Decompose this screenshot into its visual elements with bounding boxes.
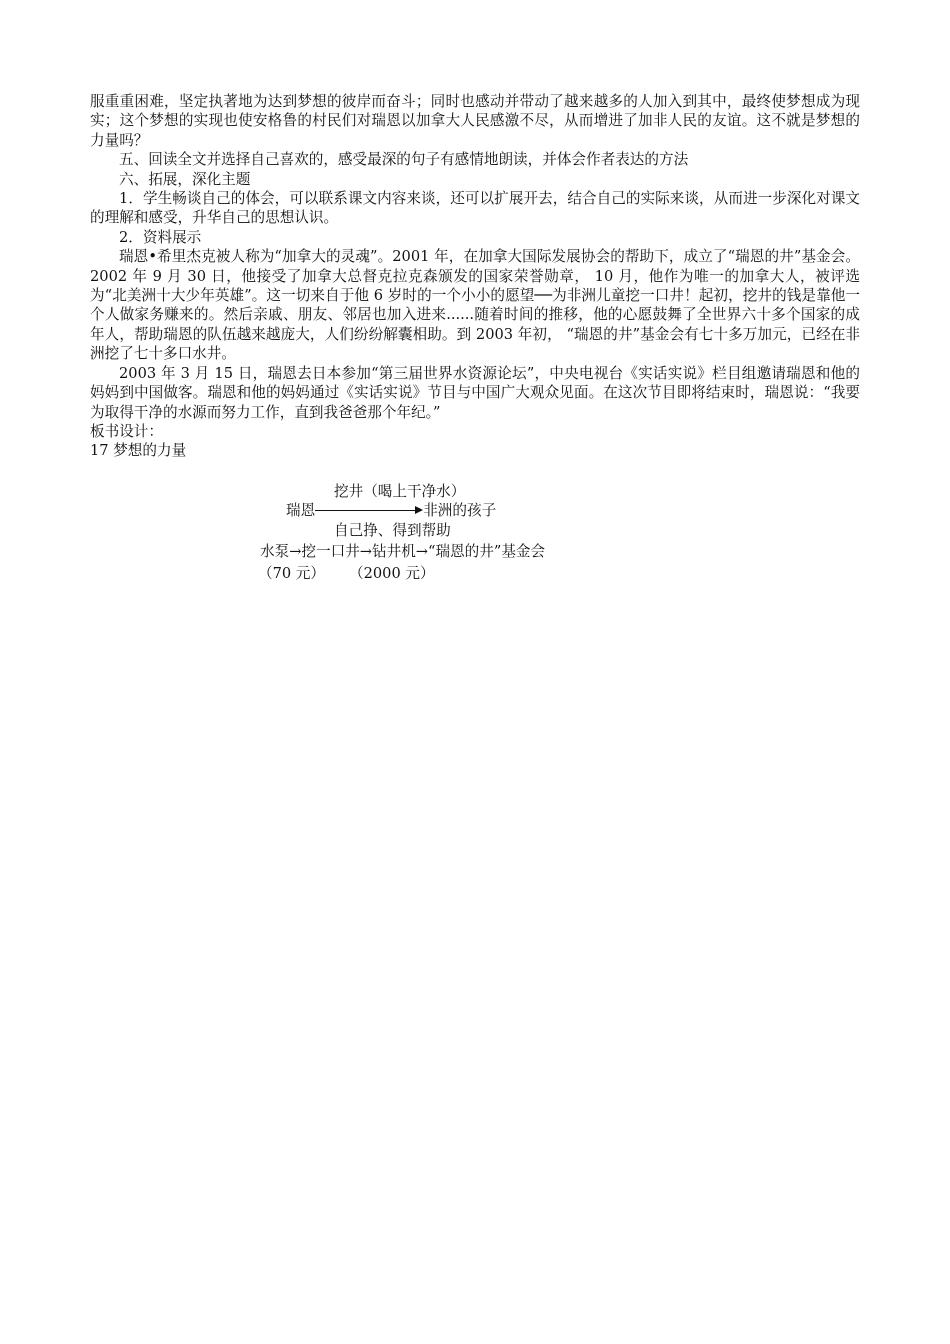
board-bottom-label: 自己挣、得到帮助 <box>334 522 451 539</box>
section-five-heading: 五、回读全文并选择自己喜欢的，感受最深的句子有感情地朗读，并体会作者表达的方法 <box>119 151 689 169</box>
item-two-heading: 2．资料展示 <box>119 228 202 246</box>
board-design-heading: 板书设计： <box>90 422 163 440</box>
paragraph-ryan-background: 瑞恩•希里杰克被人称为“加拿大的灵魂”。2001 年，在加拿大国际发展协会的帮助下，成立了“瑞恩的井”基金会。2002 年 9 月 30 日，他接受了加拿大总督克拉克森颁发的国家荣誉勋章， 10 月，他作为唯一的加拿大人，被评选为“北美洲十大少年英雄”。这一切来自于他 6 岁时的一个小小的愿望──为非洲儿童挖一口井！起初，挖井的钱是靠他一个人做家务赚来的。然后亲戚、朋友、邻居也加入进来......随着时间的推移，他的心愿鼓舞了全世界六十多个国家的成年人，帮助瑞恩的队伍越来越庞大，人们纷纷解囊相助。到 2003 年初， “瑞恩的井”基金会有七十多万加元，已经在非洲挖了七十多口水井。 <box>90 248 860 363</box>
board-price-1: （70 元） <box>258 565 325 582</box>
board-price-2: （2000 元） <box>349 565 435 582</box>
document-body <box>90 92 860 461</box>
lesson-title: 17 梦想的力量 <box>90 442 187 460</box>
board-top-label: 挖井（喝上干净水） <box>334 483 466 500</box>
board-right-target: 非洲的孩子 <box>423 502 497 519</box>
section-six-heading: 六、拓展，深化主题 <box>119 170 251 188</box>
board-arrow-row <box>286 501 496 520</box>
long-right-arrow-icon <box>315 501 423 520</box>
board-chain: 水泵→挖一口井→钻井机→“瑞恩的井”基金会 <box>260 543 546 560</box>
paragraph-conclusion: 服重重困难，坚定执著地为达到梦想的彼岸而奋斗；同时也感动并带动了越来越多的人加入到其中，最终使梦想成为现实；这个梦想的实现也使安格鲁的村民们对瑞恩以加拿大人民感激不尽，从而增进了加非人民的友谊。这不就是梦想的力量吗？ <box>90 93 860 149</box>
board-left-name: 瑞恩 <box>286 502 316 519</box>
paragraph-ryan-japan: 2003 年 3 月 15 日，瑞恩去日本参加“第三届世界水资源论坛”，中央电视台《实话实说》栏目组邀请瑞恩和他的妈妈到中国做客。瑞恩和他的妈妈通过《实话实说》节目与中国广大观众见面。在这次节目即将结束时，瑞恩说：“我要为取得干净的水源而努力工作，直到我爸爸那个年纪。” <box>90 364 860 421</box>
item-one-paragraph: 1．学生畅谈自己的体会，可以联系课文内容来谈，还可以扩展开去，结合自己的实际来谈，从而进一步深化对课文的理解和感受，升华自己的思想认识。 <box>90 190 860 227</box>
